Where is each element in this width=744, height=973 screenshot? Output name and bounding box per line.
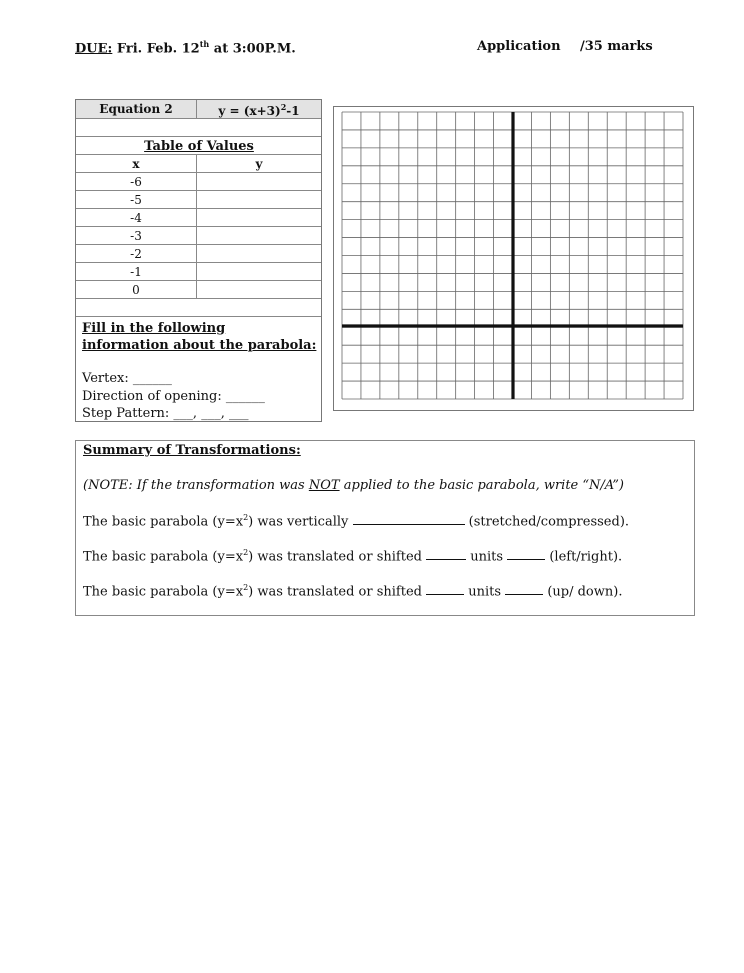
category: Application [477,39,561,54]
stretch-blank[interactable] [353,523,465,525]
horizontal-direction-blank[interactable] [507,558,545,560]
basic-sup: 2 [243,513,249,522]
direction-field[interactable]: Direction of opening: ______ [82,389,265,404]
line3-mid: was translated or shifted [253,584,427,600]
due-time: at 3:00P.M. [209,41,296,57]
line3-units: units [464,584,506,600]
table-row [76,209,321,227]
note-not: NOT [308,478,340,493]
table-row [76,245,321,263]
x-value: -1 [130,265,142,279]
line3-end: (up/ down). [543,584,623,600]
vertical-units-blank[interactable] [426,593,464,595]
info-heading-line1: Fill in the following [82,321,226,336]
info-heading [82,320,316,354]
formula-suffix: -1 [286,104,300,118]
summary-heading-text: Summary of Transformations: [83,443,301,458]
note-part-a: (NOTE: If the transformation was [83,478,309,493]
vertical-direction-blank[interactable] [505,593,543,595]
coordinate-grid[interactable] [333,106,694,411]
marks: /35 marks [580,39,653,54]
table-title [76,139,322,154]
spacer-row [76,119,321,137]
formula-prefix: y = (x+3) [218,104,281,118]
spacer-row [76,299,321,317]
table-row [76,173,321,191]
summary-line-horizontal [83,548,622,564]
x-value: -6 [130,175,142,189]
x-value: -4 [130,211,142,225]
equation-table [75,99,322,422]
line1-end: (stretched/compressed). [464,514,630,530]
vertex-field[interactable]: Vertex: ______ [82,371,172,386]
equation-row [76,100,321,119]
x-value: -2 [130,247,142,261]
col-y-header: y [255,157,263,171]
due-label: DUE: [75,41,113,57]
table-row [76,281,321,299]
summary-heading [83,443,301,458]
basic-sup: 2 [243,548,249,557]
note-part-b: applied to the basic parabola, write “N/A”) [339,478,624,493]
header-row [76,155,321,173]
title-row [76,137,321,155]
summary-box [75,440,695,616]
table-row [76,227,321,245]
step-pattern-field[interactable]: Step Pattern: ___, ___, ___ [82,406,249,421]
summary-note [83,478,624,493]
equation-label: Equation 2 [99,102,173,116]
equation-divider [196,100,197,119]
basic-close: ) [248,549,254,565]
basic-close: ) [248,514,254,530]
horizontal-units-blank[interactable] [426,558,466,560]
line2-end: (left/right). [545,549,623,565]
info-heading-line2: information about the parabola: [82,338,317,353]
basic-parabola-text: The basic parabola (y=x [83,514,244,530]
x-value: -5 [130,193,142,207]
column-divider [196,155,197,299]
col-x-header: x [132,157,140,171]
due-date [75,39,296,56]
table-row [76,263,321,281]
summary-line-vertical [83,583,622,599]
x-value: 0 [132,283,140,297]
basic-close: ) [248,584,254,600]
basic-parabola-text: The basic parabola (y=x [83,584,244,600]
due-text: Fri. Feb. 12 [116,41,200,57]
table-row [76,191,321,209]
summary-line-stretch [83,513,629,529]
basic-parabola-text: The basic parabola (y=x [83,549,244,565]
equation-formula [196,102,322,118]
line2-units: units [466,549,508,565]
table-title-text: Table of Values [144,139,254,154]
due-sup: th [199,39,210,49]
formula-sup: 2 [280,102,287,112]
x-value: -3 [130,229,142,243]
basic-sup: 2 [243,583,249,592]
line1-mid: was vertically [253,514,353,530]
line2-mid: was translated or shifted [253,549,427,565]
